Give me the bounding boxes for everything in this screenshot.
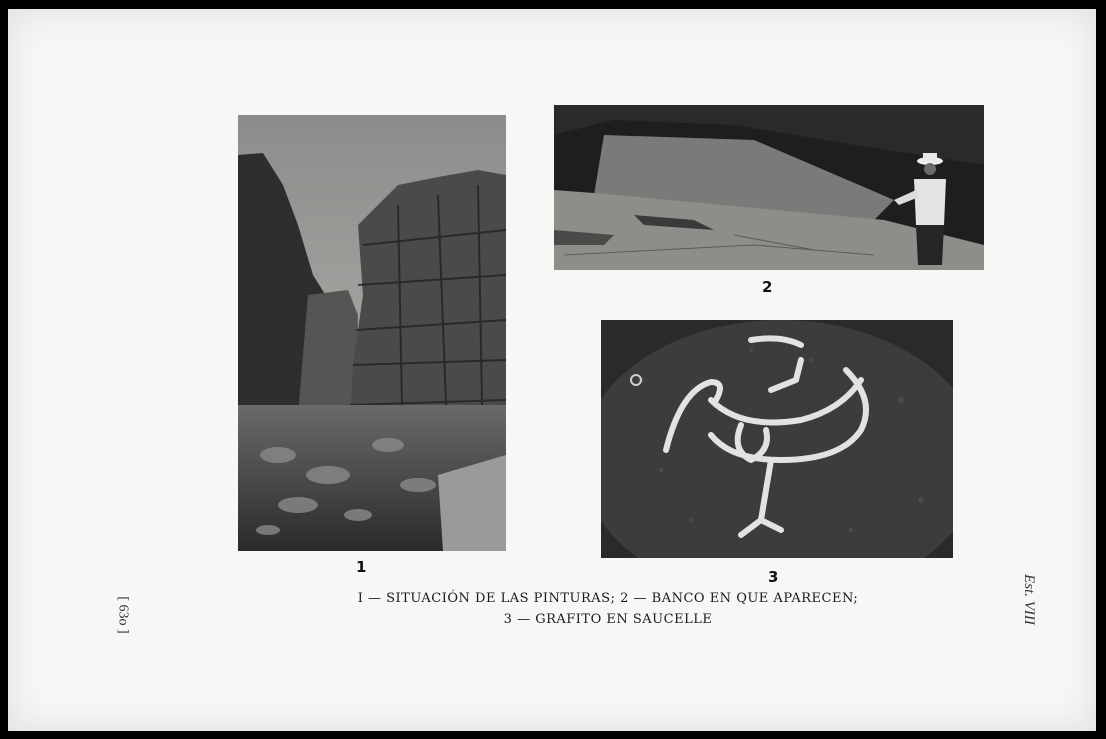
photo-canyon-drawing xyxy=(238,115,506,551)
document-page xyxy=(8,9,1096,731)
photo-bird-petroglyph-drawing xyxy=(601,320,953,558)
figure-number-2: 2 xyxy=(762,278,773,296)
photo-canyon xyxy=(238,115,506,551)
photo-rock-bank xyxy=(554,105,984,270)
page-number: [ 63o ] xyxy=(115,596,131,634)
photo-rock-bank-drawing xyxy=(554,105,984,270)
figure-number-3: 3 xyxy=(768,568,779,586)
plate-label: Est. VIII xyxy=(1020,574,1037,625)
caption-line-2: 3 — GRAFITO EN SAUCELLE xyxy=(503,612,713,627)
photo-bird-petroglyph xyxy=(601,320,953,558)
caption-line-1: I — SITUACIÓN DE LAS PINTURAS; 2 — BANCO EN QUE APARECEN; xyxy=(357,591,859,606)
figure-number-1: 1 xyxy=(356,558,367,576)
